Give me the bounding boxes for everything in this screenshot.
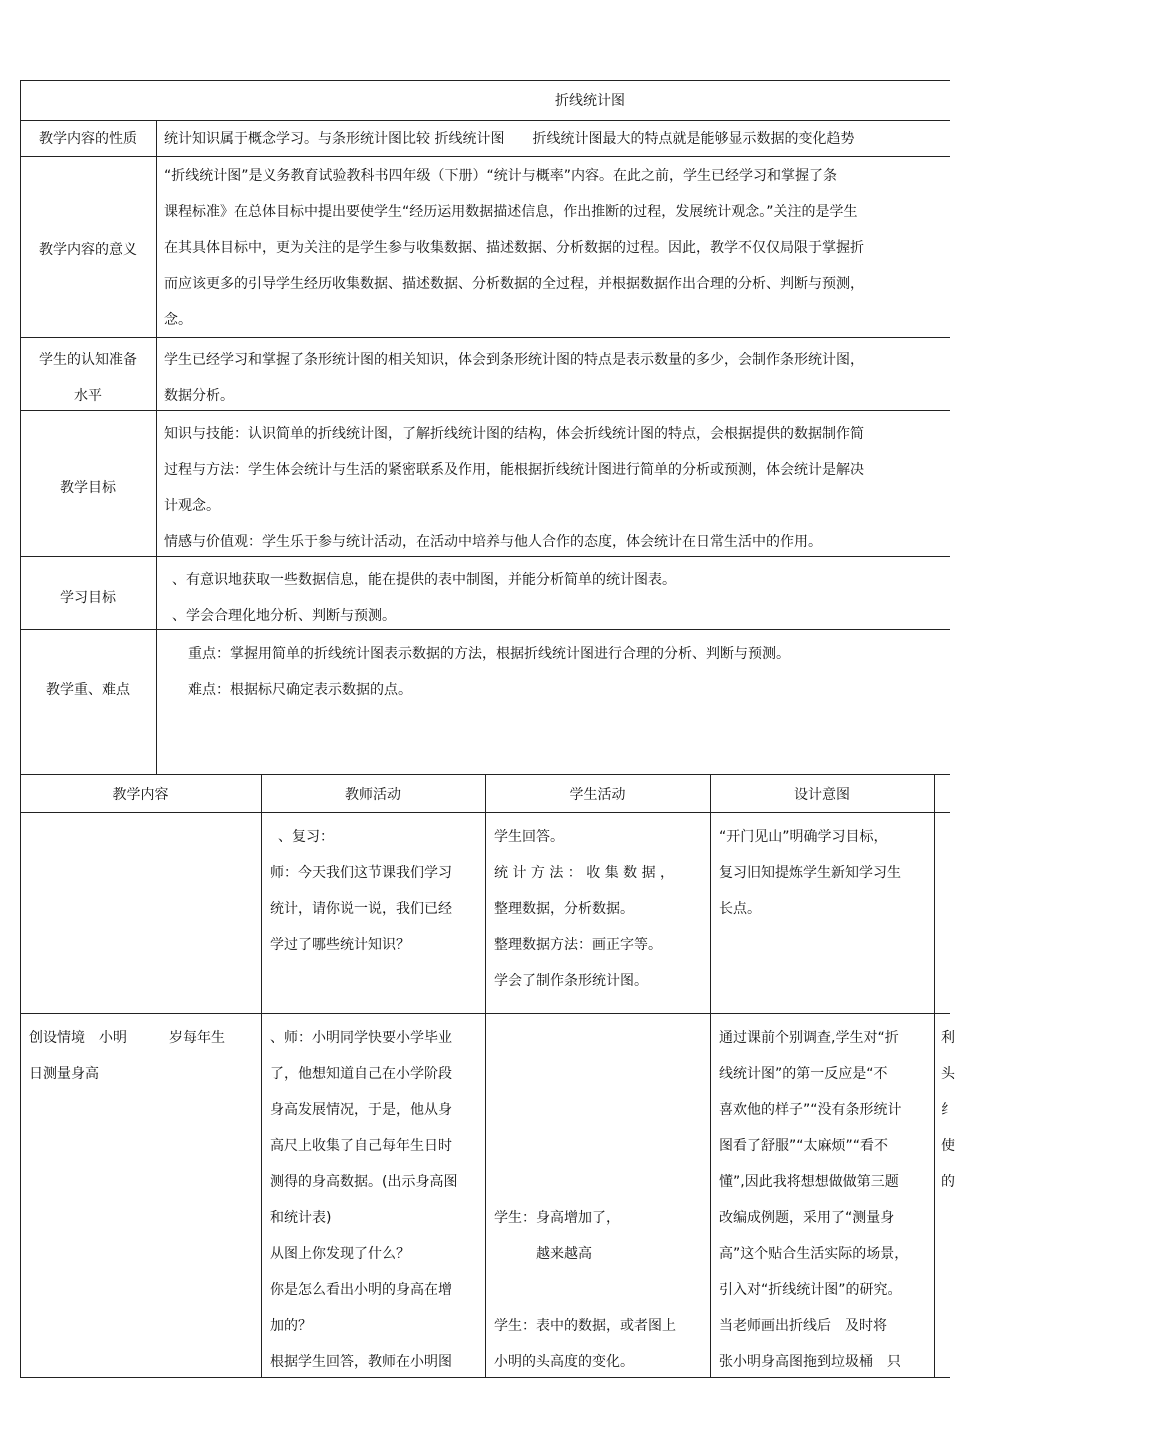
rule (710, 774, 711, 1378)
lesson-plan-table (20, 80, 955, 1378)
label-nature: 教学内容的性质 (39, 131, 137, 147)
text-line: 张小明身高图拖到垃圾桶 只 (719, 1354, 901, 1370)
header-teacher: 教师活动 (345, 787, 401, 803)
text-line: 当老师画出折线后 及时将 (719, 1318, 887, 1334)
text-line: 整理数据，分析数据。 (494, 901, 634, 917)
text-line: 、有意识地获取一些数据信息，能在提供的表中制图，并能分析简单的统计图表。 (172, 572, 676, 588)
text-line: 知识与技能：认识简单的折线统计图，了解折线统计图的结构，体会折线统计图的特点，会根据提供的数据制作简 (164, 426, 864, 442)
row1-teacher (270, 819, 452, 963)
text-line: 使 (941, 1138, 955, 1154)
text-line: 学生回答。 (494, 829, 564, 845)
text-learning-goals (172, 562, 676, 634)
row2-extra-column (941, 1020, 955, 1200)
text-line: 念。 (164, 312, 192, 328)
text-line: 计观念。 (164, 498, 220, 514)
text-line: 高”这个贴合生活实际的场景， (719, 1246, 909, 1262)
header-content: 教学内容 (112, 787, 169, 803)
text-line: 头 (941, 1066, 955, 1082)
text-line (494, 1164, 676, 1200)
rule (934, 774, 935, 1378)
text-line: 引入对“折线统计图”的研究。 (719, 1282, 902, 1298)
text-line (494, 1020, 676, 1056)
text-line: 改编成例题，采用了“测量身 (719, 1210, 895, 1226)
text-line: 创设情境 小明 岁每年生 (29, 1030, 225, 1046)
text-line: 、学会合理化地分析、判断与预测。 (172, 608, 396, 624)
label-learning-goals: 学习目标 (60, 590, 116, 606)
text-nature: 统计知识属于概念学习。与条形统计图比较 折线统计图 折线统计图最大的特点就是能够显示数据的变化趋势 (164, 131, 855, 147)
text-line: 数据分析。 (164, 388, 234, 404)
text-meaning (164, 158, 864, 338)
text-line: 从图上你发现了什么？ (270, 1246, 410, 1262)
text-line: 课程标准》在总体目标中提出要使学生“经历运用数据描述信息，作出推断的过程，发展统计观念。”关注的是学生 (164, 204, 858, 220)
rule (20, 80, 21, 1378)
rule (485, 774, 486, 1378)
text-line (494, 1272, 676, 1308)
text-line: 难点：根据标尺确定表示数据的点。 (188, 682, 412, 698)
text-line: 日测量身高 (29, 1066, 99, 1082)
text-line: 你是怎么看出小明的身高在增 (270, 1282, 452, 1298)
text-line: 学生：表中的数据，或者图上 (494, 1318, 676, 1334)
text-line: 和统计表) (270, 1210, 332, 1226)
row1-intent (719, 819, 901, 927)
label-cognitive (20, 342, 156, 414)
text-line: 测得的身高数据。(出示身高图 (270, 1174, 458, 1190)
text-line: 高尺上收集了自己每年生日时 (270, 1138, 452, 1154)
text-line: 根据学生回答，教师在小明图 (270, 1354, 452, 1370)
text-line: 复习旧知提炼学生新知学习生 (719, 865, 901, 881)
row2-intent (719, 1020, 908, 1380)
text-line: 喜欢他的样子”“没有条形统计 (719, 1102, 902, 1118)
text-line: 统计，请你说一说，我们已经 (270, 901, 452, 917)
text-line: 线统计图”的第一反应是“不 (719, 1066, 888, 1082)
text-line: 长点。 (719, 901, 761, 917)
label-key-points: 教学重、难点 (46, 682, 130, 698)
text-line: 了，他想知道自己在小学阶段 (270, 1066, 452, 1082)
label-meaning: 教学内容的意义 (39, 242, 137, 258)
text-line (494, 1056, 676, 1092)
text-line: 纟 (941, 1102, 955, 1118)
row1-student (494, 819, 674, 999)
text-line: 通过课前个别调查,学生对“折 (719, 1030, 899, 1046)
rule (261, 774, 262, 1378)
text-line: 图看了舒服”“太麻烦”“看不 (719, 1138, 889, 1154)
text-line: 过程与方法：学生体会统计与生活的紧密联系及作用，能根据折线统计图进行简单的分析或预测，体会统计是解决 (164, 462, 864, 478)
text-line: 小明的头高度的变化。 (494, 1354, 634, 1370)
header-student: 学生活动 (569, 787, 626, 803)
label-line: 学生的认知准备 (39, 352, 137, 368)
text-line: “开门见山”明确学习目标， (719, 829, 888, 845)
label-teaching-goals: 教学目标 (60, 480, 116, 496)
text-line: 整理数据方法：画正字等。 (494, 937, 662, 953)
text-line: 师：今天我们这节课我们学习 (270, 865, 452, 881)
rule (156, 120, 157, 774)
rule (20, 80, 950, 81)
text-line (494, 1128, 676, 1164)
text-line: 学会了制作条形统计图。 (494, 973, 648, 989)
header-intent: 设计意图 (794, 787, 850, 803)
text-cognitive (164, 342, 864, 414)
text-line (494, 1092, 676, 1128)
text-line: 学生：身高增加了， (494, 1210, 620, 1226)
text-line: 懂”,因此我将想想做做第三题 (719, 1174, 899, 1190)
text-line: 身高发展情况，于是，他从身 (270, 1102, 452, 1118)
text-line: “折线统计图”是义务教育试验教科书四年级（下册）“统计与概率”内容。在此之前，学生已经学习和掌握了条 (164, 168, 838, 184)
text-line: 的 (941, 1174, 955, 1190)
text-line: 情感与价值观：学生乐于参与统计活动，在活动中培养与他人合作的态度，体会统计在日常生活中的作用。 (164, 534, 822, 550)
text-line: 学生已经学习和掌握了条形统计图的相关知识，体会到条形统计图的特点是表示数量的多少，会制作条形统计图， (164, 352, 864, 368)
row2-student (494, 1020, 676, 1380)
text-line: 而应该更多的引导学生经历收集数据、描述数据、分析数据的全过程，并根据数据作出合理的分析、判断与预测， (164, 276, 864, 292)
text-line: 加的？ (270, 1318, 312, 1334)
row2-teacher (270, 1020, 457, 1380)
text-line: 、复习： (278, 829, 334, 845)
text-key-points (188, 636, 790, 708)
text-line: 、师：小明同学快要小学毕业 (270, 1030, 452, 1046)
text-line: 利 (941, 1030, 955, 1046)
text-teaching-goals (164, 416, 864, 560)
page-title: 折线统计图 (555, 93, 625, 109)
text-line: 越来越高 (494, 1246, 592, 1262)
text-line: 学过了哪些统计知识？ (270, 937, 410, 953)
label-line: 水平 (74, 388, 102, 404)
row2-content (29, 1020, 225, 1092)
text-line: 重点：掌握用简单的折线统计图表示数据的方法，根据折线统计图进行合理的分析、判断与预测。 (188, 646, 790, 662)
text-line: 统 计 方 法 ： 收 集 数 据 ， (494, 865, 675, 881)
text-line: 在其具体目标中，更为关注的是学生参与收集数据、描述数据、分析数据的过程。因此，教学不仅仅局限于掌握折 (164, 240, 864, 256)
